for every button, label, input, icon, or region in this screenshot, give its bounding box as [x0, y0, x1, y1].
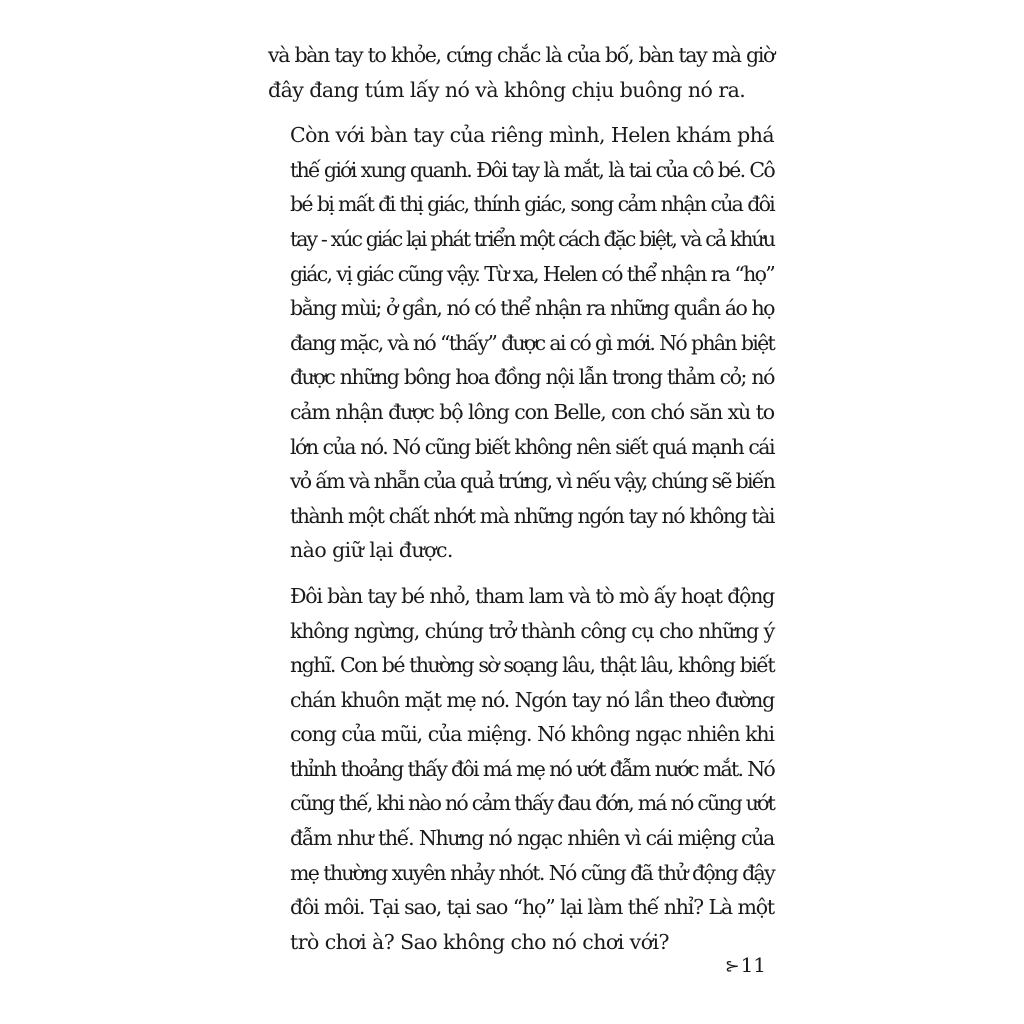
text-line: mẹ thường xuyên nhảy nhót. Nó cũng đã thử động đậy	[290, 860, 774, 885]
ornament-icon: ⊱	[724, 957, 740, 975]
text-line: vỏ ấm và nhẵn của quả trứng, vì nếu vậy, chúng sẽ biến	[290, 469, 774, 494]
text-line: lớn của nó. Nó cũng biết không nên siết quá mạnh cái	[290, 434, 774, 459]
text-line: đây đang túm lấy nó và không chịu buông nó ra.	[268, 77, 746, 102]
text-line: cũng thế, khi nào nó cảm thấy đau đớn, má nó cũng ướt	[290, 791, 774, 816]
text-line: không ngừng, chúng trở thành công cụ cho những ý	[290, 618, 774, 643]
text-line: thỉnh thoảng thấy đôi má mẹ nó ướt đẫm nước mắt. Nó	[290, 756, 774, 781]
paragraph-3	[268, 579, 774, 960]
text-line: đẫm như thế. Nhưng nó ngạc nhiên vì cái miệng của	[290, 826, 774, 851]
page-number-footer	[726, 950, 776, 980]
text-line: Đôi bàn tay bé nhỏ, tham lam và tò mò ấy hoạt động	[290, 583, 774, 608]
text-line: và bàn tay to khỏe, cứng chắc là của bố, bàn tay mà giờ	[268, 43, 774, 67]
text-line: bé bị mất đi thị giác, thính giác, song cảm nhận của đôi	[290, 192, 774, 217]
text-line: được những bông hoa đồng nội lẫn trong thảm cỏ; nó	[290, 365, 774, 390]
paragraph-2	[268, 118, 774, 568]
text-line: thế giới xung quanh. Đôi tay là mắt, là tai của cô bé. Cô	[290, 157, 774, 182]
body-text	[268, 38, 774, 959]
text-line: đôi môi. Tại sao, tại sao “họ” lại làm thế nhỉ? Là một	[290, 895, 774, 920]
text-line: trò chơi à? Sao không cho nó chơi với?	[290, 929, 669, 954]
text-line: nào giữ lại được.	[290, 538, 453, 563]
text-line: giác, vị giác cũng vậy. Từ xa, Helen có thể nhận ra “họ”	[290, 261, 774, 286]
page-number: 11	[740, 953, 767, 977]
text-line: Còn với bàn tay của riêng mình, Helen khám phá	[290, 123, 775, 148]
paragraph-1	[268, 38, 774, 107]
text-line: chán khuôn mặt mẹ nó. Ngón tay nó lần theo đường	[290, 687, 774, 712]
text-line: tay - xúc giác lại phát triển một cách đặc biệt, và cả khứu	[290, 226, 774, 251]
text-line: thành một chất nhớt mà những ngón tay nó không tài	[290, 503, 774, 528]
text-line: cảm nhận được bộ lông con Belle, con chó săn xù to	[290, 399, 774, 424]
text-line: bằng mùi; ở gần, nó có thể nhận ra những quần áo họ	[290, 296, 774, 321]
text-line: đang mặc, và nó “thấy” được ai có gì mới. Nó phân biệt	[290, 330, 774, 355]
text-line: cong của mũi, của miệng. Nó không ngạc nhiên khi	[290, 722, 774, 747]
text-line: nghĩ. Con bé thường sờ soạng lâu, thật lâu, không biết	[290, 653, 774, 678]
